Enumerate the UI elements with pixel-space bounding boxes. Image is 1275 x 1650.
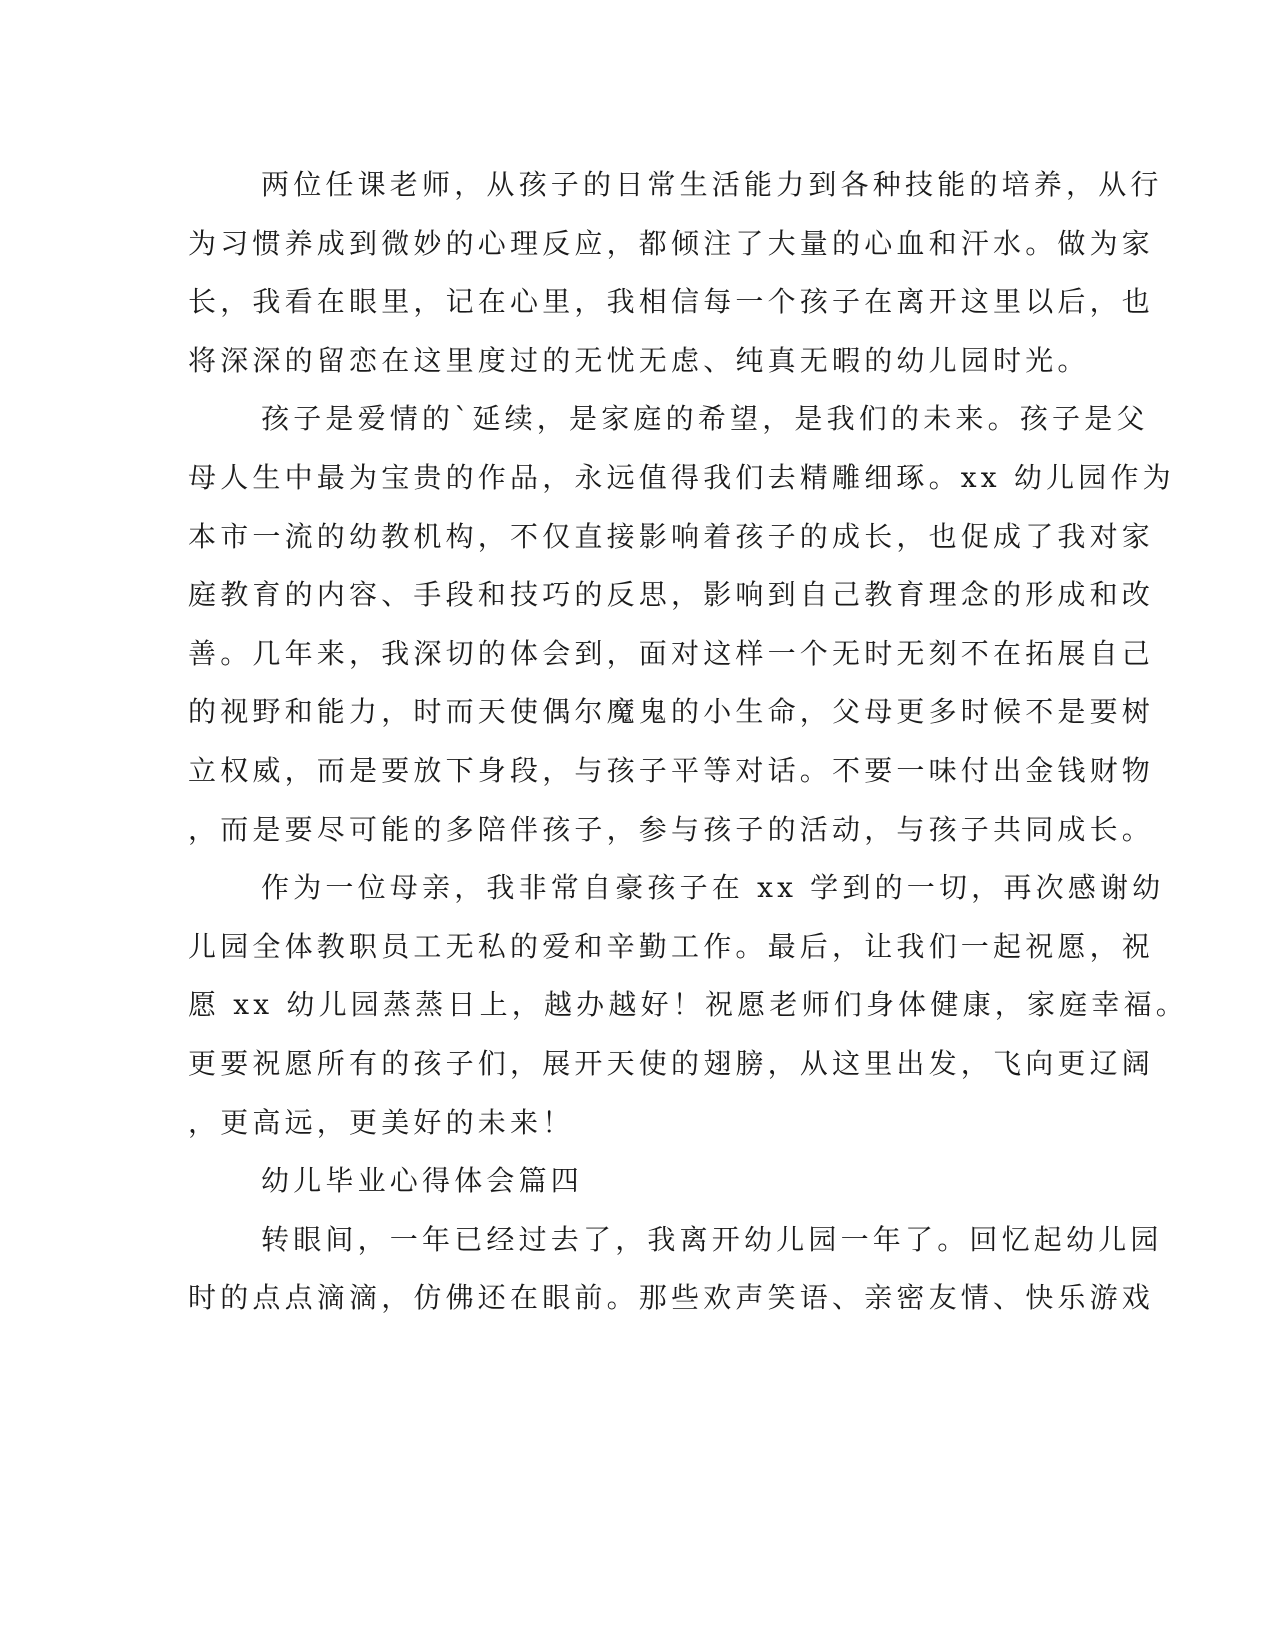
text-line: 长，我看在眼里，记在心里，我相信每一个孩子在离开这里以后，也 [188,285,1155,319]
text-line: 更要祝愿所有的孩子们，展开天使的翅膀，从这里出发，飞向更辽阔 [188,1046,1155,1080]
text-line: 的视野和能力，时而天使偶尔魔鬼的小生命，父母更多时候不是要树 [188,695,1155,729]
text-line: 母人生中最为宝贵的作品，永远值得我们去精雕细琢。xx 幼儿园作为 [188,460,1175,494]
text-line: 作为一位母亲，我非常自豪孩子在 xx 学到的一切，再次感谢幼 [261,871,1165,905]
text-line: 时的点点滴滴，仿佛还在眼前。那些欢声笑语、亲密友情、快乐游戏 [188,1281,1155,1315]
text-line: 转眼间，一年已经过去了，我离开幼儿园一年了。回忆起幼儿园 [261,1222,1163,1256]
text-line: 庭教育的内容、手段和技巧的反思，影响到自己教育理念的形成和改 [188,578,1155,612]
text-line: ，而是要尽可能的多陪伴孩子，参与孩子的活动，与孩子共同成长。 [188,812,1155,846]
text-line: ，更高远，更美好的未来！ [188,1105,575,1139]
section-heading: 幼儿毕业心得体会篇四 [261,1164,584,1198]
text-line: 为习惯养成到微妙的心理反应，都倾注了大量的心血和汗水。做为家 [188,226,1155,260]
text-line: 本市一流的幼教机构，不仅直接影响着孩子的成长，也促成了我对家 [188,519,1155,553]
document-body [188,156,1188,1328]
text-line: 立权威，而是要放下身段，与孩子平等对话。不要一味付出金钱财物 [188,753,1155,787]
text-line: 愿 xx 幼儿园蒸蒸日上，越办越好！祝愿老师们身体健康，家庭幸福。 [188,988,1188,1022]
text-line: 儿园全体教职员工无私的爱和辛勤工作。最后，让我们一起祝愿，祝 [188,929,1155,963]
text-line: 孩子是爱情的`延续，是家庭的希望，是我们的未来。孩子是父 [261,402,1149,436]
text-line: 两位任课老师，从孩子的日常生活能力到各种技能的培养，从行 [261,168,1163,201]
text-line: 将深深的留恋在这里度过的无忧无虑、纯真无暇的幼儿园时光。 [188,343,1090,377]
text-line: 善。几年来，我深切的体会到，面对这样一个无时无刻不在拓展自己 [188,636,1155,670]
